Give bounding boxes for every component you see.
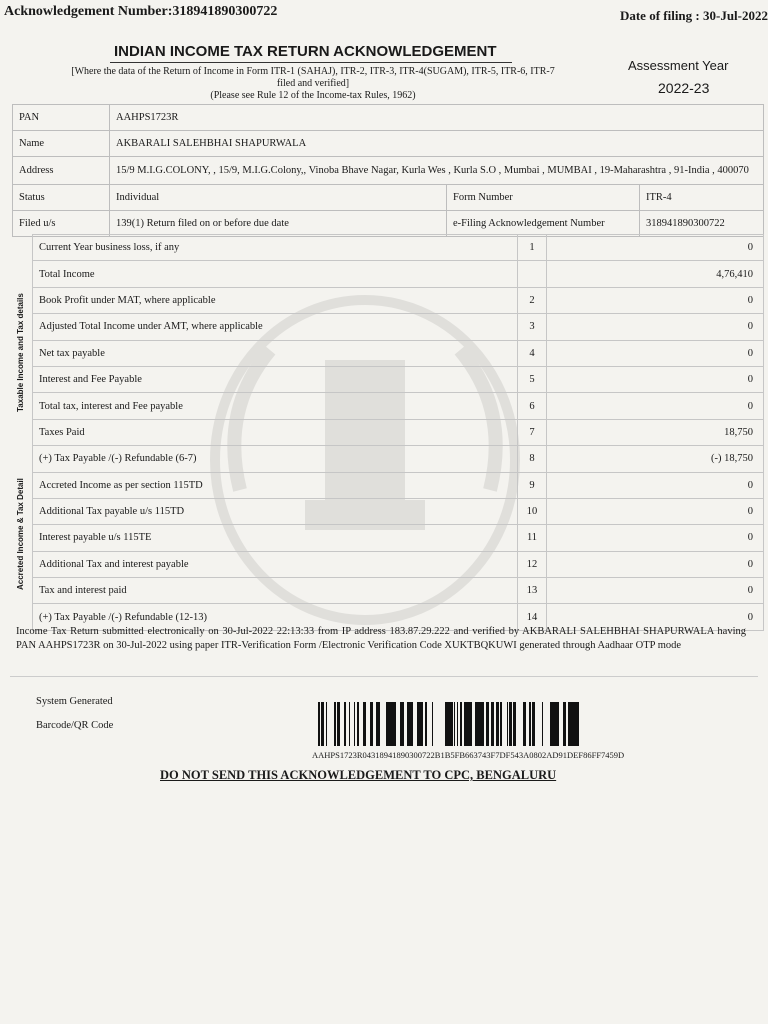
barcode-text: AAHPS1723R04318941890300722B1B5FB663743F7DF543A0802AD91DEF86FF7459D (312, 750, 625, 760)
barcode-bar (500, 702, 502, 746)
table-row (33, 287, 764, 313)
barcode-bar (376, 702, 378, 746)
row-label: Current Year business loss, if any (33, 235, 518, 261)
barcode-bar (410, 702, 412, 746)
barcode-icon (318, 702, 580, 746)
barcode-bar (445, 702, 446, 746)
barcode-bar (337, 702, 340, 746)
barcode-bar (532, 702, 533, 746)
pan-value: AAHPS1723R (110, 105, 764, 131)
barcode-bar (408, 702, 410, 746)
barcode-bar (412, 702, 413, 746)
row-label: Adjusted Total Income under AMT, where applicable (33, 314, 518, 340)
barcode-bar (432, 702, 433, 746)
barcode-bar (486, 702, 489, 746)
barcode-bar (400, 702, 403, 746)
accreted-section-label: Accreted Income & Tax Detail (16, 478, 25, 590)
page-title: INDIAN INCOME TAX RETURN ACKNOWLEDGEMENT (114, 43, 497, 60)
barcode-bar (496, 702, 499, 746)
row-value: 0 (547, 472, 764, 498)
barcode-bar (575, 702, 576, 746)
title-underline (110, 62, 512, 63)
do-not-send-notice: DO NOT SEND THIS ACKNOWLEDGEMENT TO CPC, BENGALURU (160, 768, 557, 782)
barcode-bar (491, 702, 494, 746)
table-row (33, 498, 764, 524)
barcode-bar (550, 702, 553, 746)
table-row (33, 261, 764, 287)
barcode-bar (477, 702, 480, 746)
row-value: 0 (547, 287, 764, 313)
barcode-bar (386, 702, 387, 746)
address-label: Address (13, 157, 110, 185)
status-value: Individual (110, 185, 447, 211)
barcode-bar (513, 702, 514, 746)
subtitle-rule: (Please see Rule 12 of the Income-tax Rules, 1962) (210, 90, 416, 101)
barcode-bar (420, 702, 422, 746)
barcode-bar (446, 702, 448, 746)
row-value: 0 (547, 525, 764, 551)
barcode-bar (454, 702, 455, 746)
row-value: 0 (547, 604, 764, 630)
form-number-value: ITR-4 (640, 185, 764, 211)
row-label: Book Profit under MAT, where applicable (33, 287, 518, 313)
assessment-year-value: 2022-23 (658, 80, 710, 96)
barcode-bar (563, 702, 564, 746)
barcode-bar (515, 702, 516, 746)
barcode-bar (323, 702, 324, 746)
row-value: 18,750 (547, 419, 764, 445)
efiling-ack-value: 318941890300722 (640, 211, 764, 237)
name-value: AKBARALI SALEHBHAI SHAPURWALA (110, 131, 764, 157)
row-label: Additional Tax payable u/s 115TD (33, 498, 518, 524)
barcode-bar (464, 702, 465, 746)
row-number: 1 (518, 235, 547, 261)
barcode-bar (448, 702, 450, 746)
table-row (33, 340, 764, 366)
barcode-bar (457, 702, 458, 746)
row-value: 4,76,410 (547, 261, 764, 287)
row-value: 0 (547, 340, 764, 366)
barcode-bar (480, 702, 482, 746)
barcode-bar (523, 702, 526, 746)
filed-us-value: 139(1) Return filed on or before due date (110, 211, 447, 237)
row-value: 0 (547, 235, 764, 261)
barcode-bar (349, 702, 350, 746)
barcode-bar (557, 702, 559, 746)
barcode-bar (357, 702, 358, 746)
row-label: Additional Tax and interest payable (33, 551, 518, 577)
barcode-bar (574, 702, 575, 746)
ack-number-header: Acknowledgement Number:318941890300722 (4, 4, 278, 19)
row-label: (+) Tax Payable /(-) Refundable (6-7) (33, 446, 518, 472)
row-number: 10 (518, 498, 547, 524)
barcode-bar (571, 702, 574, 746)
table-row (33, 525, 764, 551)
row-number: 6 (518, 393, 547, 419)
barcode-bar (334, 702, 336, 746)
barcode-bar (363, 702, 366, 746)
table-row (33, 393, 764, 419)
subtitle-line-2: filed and verified] (276, 78, 350, 89)
barcode-label: Barcode/QR Code (36, 720, 114, 731)
row-label: Interest and Fee Payable (33, 366, 518, 392)
row-number (518, 261, 547, 287)
barcode-bar (422, 702, 423, 746)
barcode-bar (507, 702, 508, 746)
barcode-bar (417, 702, 420, 746)
barcode-bar (482, 702, 484, 746)
pan-label: PAN (13, 105, 110, 131)
row-label: Total Income (33, 261, 518, 287)
barcode-bar (403, 702, 404, 746)
barcode-bar (576, 702, 579, 746)
row-value: 0 (547, 393, 764, 419)
barcode-bar (344, 702, 346, 746)
table-row (33, 551, 764, 577)
row-label: (+) Tax Payable /(-) Refundable (12-13) (33, 604, 518, 630)
barcode-bar (326, 702, 327, 746)
verification-statement: Income Tax Return submitted electronically on 30-Jul-2022 22:13:33 from IP address 183.87.29.222 and verified by AKBARALI SALEHBHAI SHAPURWALA having PAN AAHPS1723R on 30-Jul-2022 using paper ITR-Verification Form /Electronic Verification Code XUKTBQKUWI generated through Aadhaar OTP mode (16, 626, 746, 651)
barcode-bar (450, 702, 453, 746)
barcode-bar (387, 702, 390, 746)
barcode-bar (390, 702, 393, 746)
table-row (33, 446, 764, 472)
barcode-bar (465, 702, 467, 746)
form-number-label: Form Number (447, 185, 640, 211)
row-number: 13 (518, 578, 547, 604)
row-number: 5 (518, 366, 547, 392)
barcode-bar (467, 702, 470, 746)
address-value: 15/9 M.I.G.COLONY, , 15/9, M.I.G.Colony,, Vinoba Bhave Nagar, Kurla Wes , Kurla S.O , Mumbai , MUMBAI , 19-Maharashtra , 91-India , 400070 (110, 157, 764, 185)
barcode-bar (533, 702, 535, 746)
barcode-bar (358, 702, 359, 746)
date-of-filing: Date of filing : 30-Jul-2022 (619, 8, 768, 23)
row-value: 0 (547, 551, 764, 577)
row-value: (-) 18,750 (547, 446, 764, 472)
row-value: 0 (547, 498, 764, 524)
table-row (33, 235, 764, 261)
barcode-bar (529, 702, 531, 746)
barcode-bar (553, 702, 554, 746)
tax-details-table (32, 234, 764, 631)
row-number: 11 (518, 525, 547, 551)
row-number: 7 (518, 419, 547, 445)
system-generated-label: System Generated (36, 696, 113, 707)
name-label: Name (13, 131, 110, 157)
barcode-bar (568, 702, 571, 746)
row-value: 0 (547, 314, 764, 340)
table-row (33, 578, 764, 604)
barcode-bar (475, 702, 477, 746)
barcode-bar (393, 702, 396, 746)
row-label: Taxes Paid (33, 419, 518, 445)
barcode-bar (554, 702, 557, 746)
row-label: Net tax payable (33, 340, 518, 366)
barcode-bar (407, 702, 408, 746)
efiling-ack-label: e-Filing Acknowledgement Number (447, 211, 640, 237)
barcode-bar (514, 702, 515, 746)
taxpayer-info-table (12, 104, 764, 237)
table-row (33, 419, 764, 445)
row-number: 2 (518, 287, 547, 313)
taxable-section-label: Taxable Income and Tax details (16, 293, 25, 412)
barcode-bar (564, 702, 566, 746)
barcode-bar (370, 702, 373, 746)
barcode-bar (470, 702, 472, 746)
assessment-year-label: Assessment Year (628, 58, 729, 73)
row-number: 9 (518, 472, 547, 498)
title-subtitle (28, 66, 598, 90)
barcode-bar (460, 702, 462, 746)
table-row (33, 472, 764, 498)
barcode-bar (425, 702, 427, 746)
row-number: 12 (518, 551, 547, 577)
subtitle-line-1: [Where the data of the Return of Income in Form ITR-1 (SAHAJ), ITR-2, ITR-3, ITR-4(SUGAM), ITR-5, ITR-6, ITR-7 (71, 66, 555, 77)
barcode-bar (354, 702, 355, 746)
row-label: Tax and interest paid (33, 578, 518, 604)
table-row (33, 314, 764, 340)
row-value: 0 (547, 578, 764, 604)
barcode-bar (509, 702, 512, 746)
row-number: 14 (518, 604, 547, 630)
row-number: 8 (518, 446, 547, 472)
filed-us-label: Filed u/s (13, 211, 110, 237)
status-label: Status (13, 185, 110, 211)
barcode-bar (321, 702, 323, 746)
divider (10, 676, 758, 677)
barcode-bar (542, 702, 543, 746)
barcode-bar (318, 702, 320, 746)
barcode-bar (378, 702, 380, 746)
row-value: 0 (547, 366, 764, 392)
table-row (33, 366, 764, 392)
row-number: 4 (518, 340, 547, 366)
row-label: Total tax, interest and Fee payable (33, 393, 518, 419)
row-number: 3 (518, 314, 547, 340)
row-label: Accreted Income as per section 115TD (33, 472, 518, 498)
row-label: Interest payable u/s 115TE (33, 525, 518, 551)
